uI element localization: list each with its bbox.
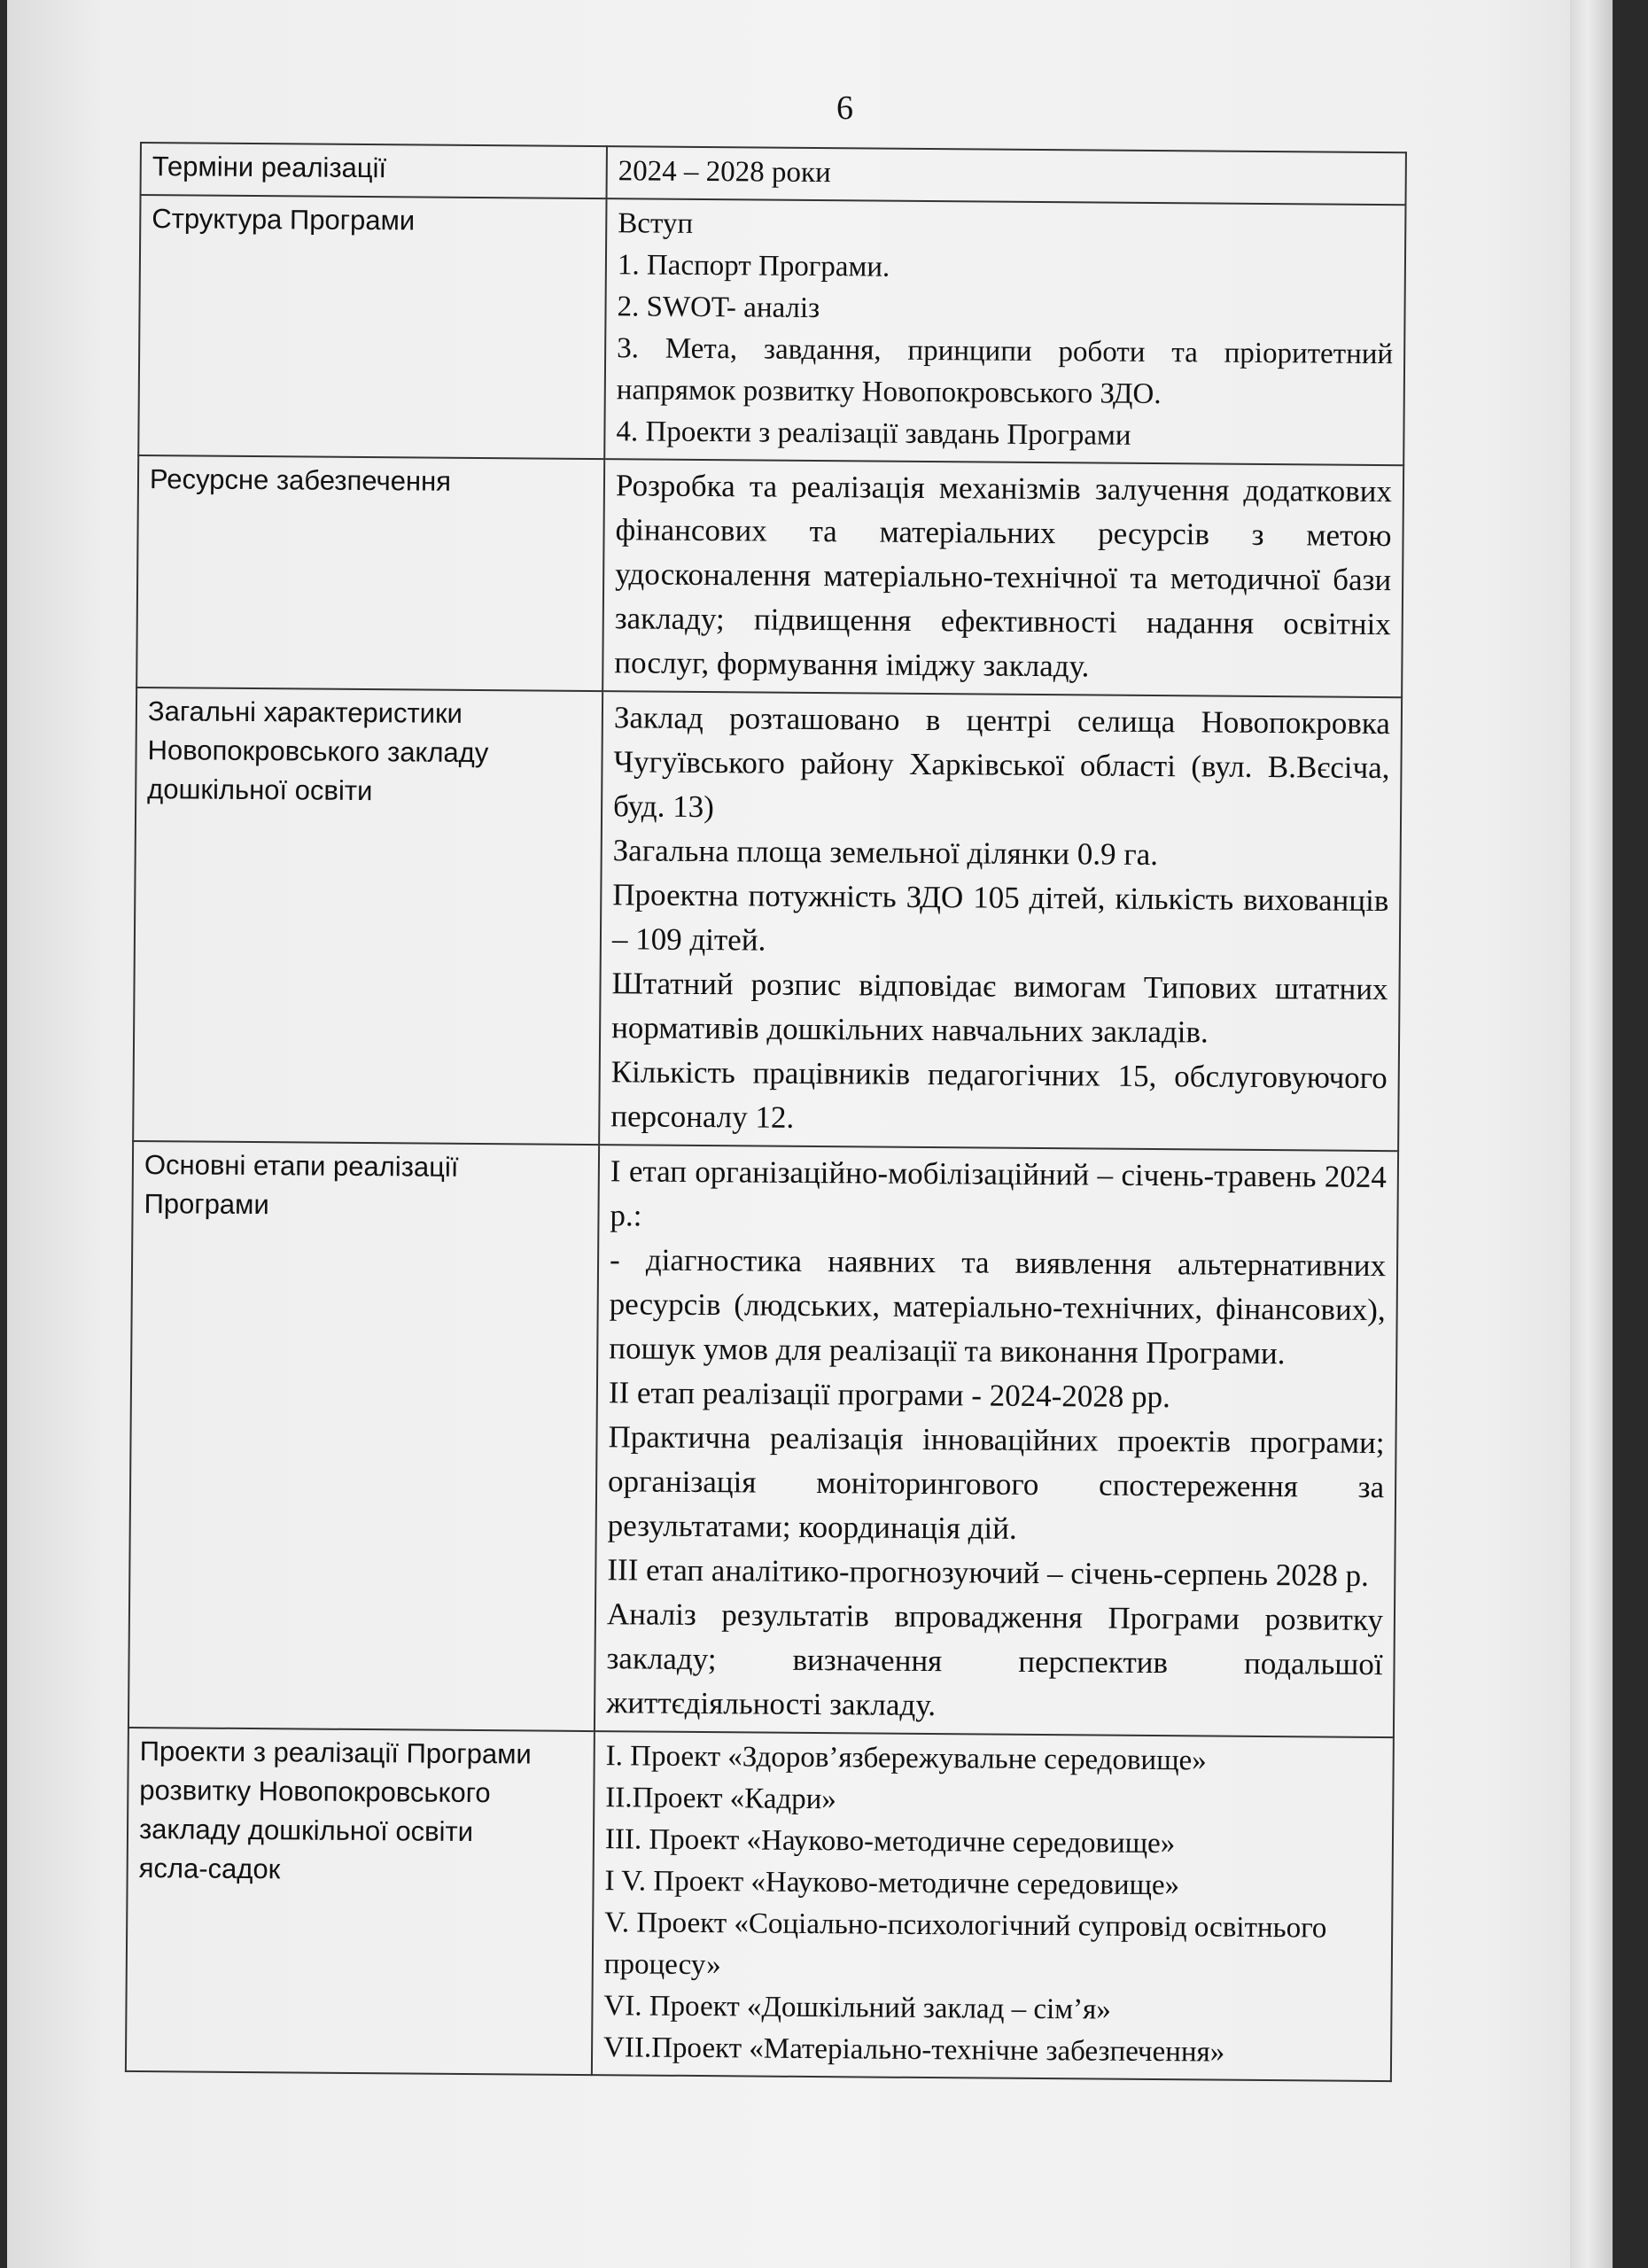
row-content-line: V. Проект «Соціально-психологічний супровід освітнього процесу» [603,1907,1327,1982]
row-label: Новопокровського закладу [147,734,489,769]
row-content-line: Практична реалізація інноваційних проектів програми; організація моніторингового спостереження за результатами; координація дій. [607,1419,1385,1546]
row-label-cell [138,195,606,459]
row-label-cell [126,1728,595,2075]
row-label: Проекти з реалізації Програми [139,1736,532,1770]
row-content-cell [592,1731,1394,2081]
row-content-line: 1. Паспорт Програми. [617,249,890,284]
row-content-line: 2. SWOT- аналіз [617,291,820,325]
row-label: Основні етапи реалізації [144,1149,459,1183]
row-label: закладу дошкільної освіти [138,1814,474,1848]
row-label-cell [141,143,607,198]
table-row [133,687,1402,1151]
row-label: Ресурсне забезпечення [149,463,452,497]
row-content-cell [602,459,1403,697]
row-label-cell [133,687,602,1145]
row-label: Загальні характеристики [147,695,463,729]
row-content-line: Кількість працівників педагогічних 15, обслуговуючого персоналу 12. [610,1054,1388,1135]
row-content-line: III. Проект «Науково-методичне середовище» [604,1823,1176,1860]
row-content-cell [599,691,1402,1151]
row-label-cell [136,455,604,691]
row-content-cell [607,146,1406,205]
row-content-line: Проектна потужність ЗДО 105 дітей, кількість вихованців – 109 дітей. [611,877,1389,958]
page-edge [1570,0,1613,2268]
row-content-line: II етап реалізації програми - 2024-2028 рр. [608,1375,1171,1415]
row-content-line: I V. Проект «Науково-методичне середовище» [604,1865,1180,1902]
table-row [141,143,1406,205]
row-label: Програми [144,1188,269,1221]
row-content-line: II.Проект «Кадри» [605,1782,837,1816]
table-row [136,455,1403,697]
row-content-line: Загальна площа земельної ділянки 0.9 га. [612,833,1159,873]
row-content-line: - діагностика наявних та виявлення альтернативних ресурсів (людських, матеріально-технічних, фінансових), пошук умов для реалізації та виконання Програми. [609,1242,1387,1371]
row-label-cell [128,1141,599,1731]
row-label: Структура Програми [152,203,416,237]
page-number: 6 [836,89,853,127]
row-label: розвитку Новопокровського [139,1775,491,1809]
row-content-line: VI. Проект «Дошкільний заклад – сім’я» [603,1990,1111,2026]
row-content-cell [595,1145,1398,1737]
row-content-line: 4. Проекти з реалізації завдань Програми [616,416,1131,452]
row-content-cell [604,198,1405,465]
row-content-line: I етап організаційно-мобілізаційний – січень-травень 2024 р.: [610,1153,1388,1233]
table-row [128,1141,1398,1737]
row-content-line: VII.Проект «Матеріально-технічне забезпечення» [602,2031,1225,2069]
row-label: Терміни реалізації [152,151,387,184]
program-passport-table [125,142,1407,2082]
table-row [138,195,1405,465]
row-content-line: III етап аналітико-прогнозуючий – січень-серпень 2028 р. [607,1552,1369,1593]
row-content-line: Аналіз результатів впровадження Програми розвитку закладу; визначення перспектив подальшої життєдіяльності закладу. [606,1596,1384,1723]
row-content-line: I. Проект «Здоров’язбережувальне середовище» [605,1740,1207,1777]
row-content-line: Розробка та реалізація механізмів залучення додаткових фінансових та матеріальних ресурсів з метою удосконалення матеріально-технічної та методичної бази закладу; підвищення ефективності надання освітніх послуг, формування іміджу закладу. [614,468,1393,684]
row-content-line: Заклад розташовано в центрі селища Новопокровка Чугуївського району Харківської області (вул. В.Вєсіча, буд. 13) [612,700,1391,825]
table-row [126,1728,1394,2081]
row-label: дошкільної освіти [147,773,373,807]
row-content-line: Вступ [618,207,694,240]
row-label: ясла-садок [138,1852,281,1885]
row-content-line: 2024 – 2028 роки [618,155,831,190]
scanned-page [7,0,1613,2268]
row-content-line: 3. Мета, завдання, принципи роботи та пріоритетний напрямок розвитку Новопокровського ЗДО. [616,332,1394,411]
row-content-line: Штатний розпис відповідає вимогам Типових штатних нормативів дошкільних навчальних закладів. [611,966,1388,1050]
